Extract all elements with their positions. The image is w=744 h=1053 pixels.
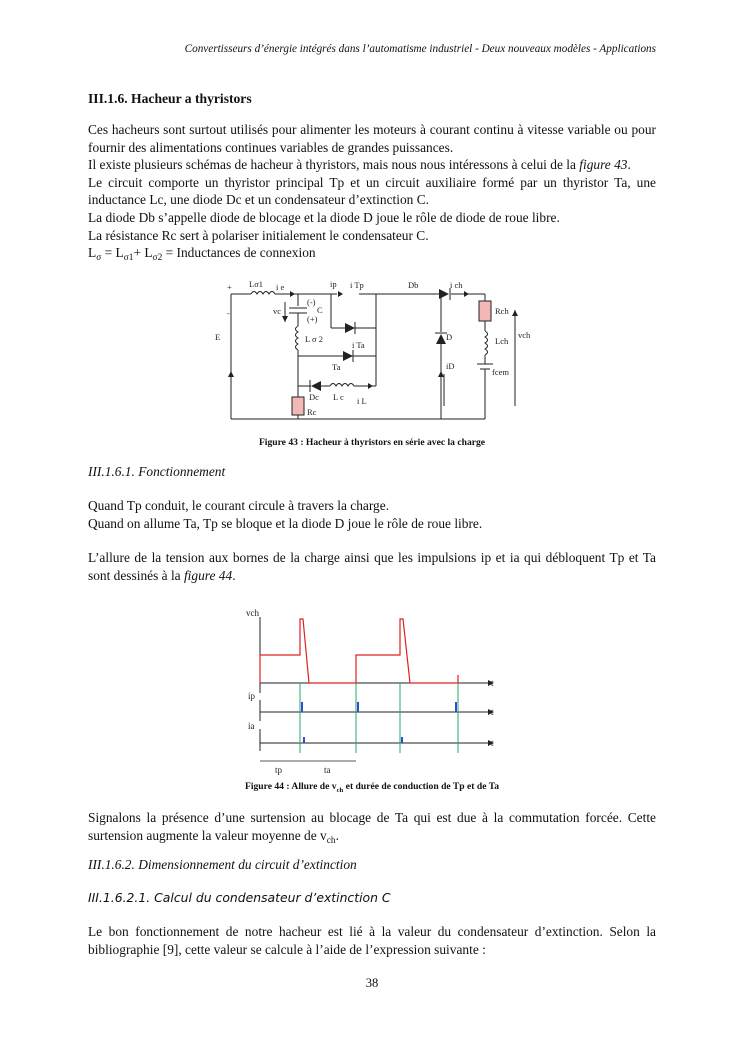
paragraph: Ces hacheurs sont surtout utilisés pour alimenter les moteurs à courant continu à vitesse variable ou pour fournir des alimentations continues variables de grandes puissances.	[88, 122, 656, 155]
waveform-diagram	[238, 603, 504, 778]
label-e: E	[215, 332, 221, 342]
label-ie: i e	[276, 282, 285, 292]
figure-43-caption: Figure 43 : Hacheur à thyristors en série avec la charge	[258, 437, 486, 448]
label-itp: i Tp	[350, 280, 364, 290]
ip-axis-label: ip	[248, 691, 256, 701]
vch-axis-label: vch	[246, 608, 259, 618]
page-number: 38	[365, 976, 379, 990]
paragraph: Signalons la présence d’une surtension au blocage de Ta qui est due à la commutation forcée. Cette surtension augmente la valeur moyenne de $v_{ch}$.	[88, 810, 656, 846]
label-d: D	[446, 332, 453, 342]
label-rch: Rch	[495, 306, 509, 316]
tp-label: tp	[275, 765, 283, 775]
intro-text	[88, 121, 656, 268]
label-ip: ip	[330, 279, 337, 289]
paragraph: Il existe plusieurs schémas de hacheur à thyristors, mais nous nous intéressons à celui de la figure 43.	[88, 157, 631, 173]
label-cap-minus: (-)	[307, 297, 316, 307]
subsection-heading-dimensionnement: III.1.6.2. Dimensionnement du circuit d’extinction	[88, 857, 357, 872]
t-label: t	[491, 738, 494, 748]
label-ich: i ch	[450, 280, 463, 290]
label-cap-plus: (+)	[307, 314, 318, 324]
label-vch: vch	[518, 330, 531, 340]
paragraph: L’allure de la tension aux bornes de la charge ainsi que les impulsions ip et ia qui débloquent Tp et Ta sont dessinés à la figure 44.	[88, 550, 656, 583]
t-label: t	[491, 678, 494, 688]
label-dc: Dc	[309, 392, 319, 402]
label-c: C	[317, 305, 323, 315]
label-ita: i Ta	[352, 340, 365, 350]
paragraph: Le circuit comporte un thyristor principal Tp et un circuit auxiliaire formé par un thyristor Ta, une inductance Lc, une diode Dc et un condensateur d’extinction C.	[88, 174, 656, 208]
paragraph: La résistance Rc sert à polariser initialement le condensateur C.	[88, 227, 429, 243]
label-vc: vc	[273, 306, 282, 316]
t-label: t	[491, 707, 494, 717]
label-fcem: fcem	[492, 367, 509, 377]
label-db: Db	[408, 280, 419, 290]
functioning-text	[88, 497, 656, 584]
subsection-heading-fonctionnement: III.1.6.1. Fonctionnement	[88, 464, 226, 479]
section-heading: III.1.6. Hacheur a thyristors	[88, 91, 252, 106]
label-lc: L c	[333, 392, 344, 402]
ta-label: ta	[324, 765, 331, 775]
label-ta: Ta	[332, 362, 341, 372]
label-minus: -	[227, 308, 230, 318]
label-rc: Rc	[307, 407, 317, 417]
chopper-circuit-diagram	[205, 276, 545, 428]
inductance-definition: $L_\sigma = L_{\sigma 1}+ L_{\sigma 2}$ = Inductances de connexion	[88, 245, 316, 264]
label-id: iD	[446, 361, 455, 371]
final-text	[88, 923, 656, 958]
overvoltage-text	[88, 809, 656, 850]
paragraph: La diode Db s’appelle diode de blocage et la diode D joue le rôle de diode de roue libre.	[88, 209, 560, 225]
label-ls1: Lσ1	[249, 279, 264, 289]
label-il: i L	[357, 396, 367, 406]
paragraph: Quand Tp conduit, le courant circule à travers la charge.	[88, 498, 390, 513]
figure-44-caption: Figure 44 : Allure de $v_{ch}$ et durée de conduction de Tp et de Ta	[244, 781, 500, 794]
paragraph: Quand on allume Ta, Tp se bloque et la diode D joue le rôle de roue libre.	[88, 515, 483, 531]
running-header: Convertisseurs d’énergie intégrés dans l’automatisme industriel - Deux nouveaux modèles - Applications	[184, 43, 656, 55]
ia-axis-label: ia	[248, 721, 255, 731]
subsection-heading-condensateur: III.1.6.2.1. Calcul du condensateur d’extinction C	[88, 890, 391, 905]
label-plus: +	[227, 282, 232, 292]
label-lch: Lch	[495, 336, 509, 346]
label-ls2: L σ 2	[305, 334, 323, 344]
paragraph: Le bon fonctionnement de notre hacheur est lié à la valeur du condensateur d’extinction. Selon la bibliographie [9], cette valeur se calcule à l’aide de l’expression suivante :	[88, 924, 656, 957]
